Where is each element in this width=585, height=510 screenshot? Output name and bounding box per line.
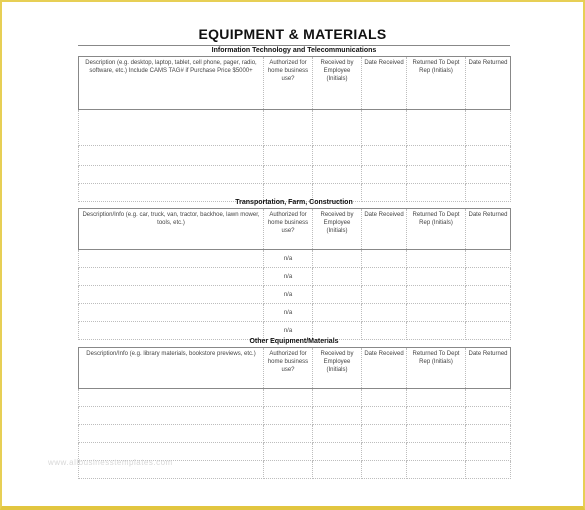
date-received-cell[interactable]	[362, 268, 407, 286]
date-received-cell[interactable]	[362, 304, 407, 322]
authorized-cell[interactable]: n/a	[264, 322, 313, 340]
authorized-cell[interactable]	[264, 146, 313, 166]
table-row	[79, 407, 511, 425]
returned-to-header: Returned To Dept Rep (Initials)	[407, 209, 466, 250]
description-header: Description (e.g. desktop, laptop, tablet, cell phone, pager, radio, software, etc.) Include CAMS TAG# if Purchase Price $5000+	[79, 57, 264, 110]
received-cell[interactable]	[313, 146, 362, 166]
date-returned-cell[interactable]	[466, 407, 511, 425]
returned-to-header: Returned To Dept Rep (Initials)	[407, 57, 466, 110]
returned-to-header: Returned To Dept Rep (Initials)	[407, 348, 466, 389]
description-cell[interactable]	[79, 286, 264, 304]
returned-to-cell[interactable]	[407, 286, 466, 304]
date-received-cell[interactable]	[362, 425, 407, 443]
received-cell[interactable]	[313, 322, 362, 340]
date-received-cell[interactable]	[362, 322, 407, 340]
authorized-cell[interactable]	[264, 443, 313, 461]
date-returned-cell[interactable]	[466, 110, 511, 146]
description-header: Description/Info (e.g. car, truck, van, tractor, backhoe, lawn mower, tools, etc.)	[79, 209, 264, 250]
description-cell[interactable]	[79, 166, 264, 184]
authorized-cell[interactable]	[264, 461, 313, 479]
date-received-cell[interactable]	[362, 250, 407, 268]
received-cell[interactable]	[313, 166, 362, 184]
transportation-table	[78, 208, 511, 340]
date-received-cell[interactable]	[362, 286, 407, 304]
date-returned-cell[interactable]	[466, 286, 511, 304]
description-cell[interactable]	[79, 322, 264, 340]
table-row	[79, 146, 511, 166]
authorized-cell[interactable]: n/a	[264, 268, 313, 286]
description-header: Description/Info (e.g. library materials, bookstore previews, etc.)	[79, 348, 264, 389]
description-cell[interactable]	[79, 389, 264, 407]
authorized-cell[interactable]: n/a	[264, 250, 313, 268]
date-returned-header: Date Returned	[466, 348, 511, 389]
authorized-cell[interactable]	[264, 110, 313, 146]
date-returned-cell[interactable]	[466, 250, 511, 268]
authorized-header: Authorized for home business use?	[264, 348, 313, 389]
date-returned-cell[interactable]	[466, 425, 511, 443]
returned-to-cell[interactable]	[407, 443, 466, 461]
date-received-cell[interactable]	[362, 166, 407, 184]
returned-to-cell[interactable]	[407, 304, 466, 322]
date-returned-header: Date Returned	[466, 57, 511, 110]
date-returned-cell[interactable]	[466, 304, 511, 322]
received-cell[interactable]	[313, 268, 362, 286]
returned-to-cell[interactable]	[407, 425, 466, 443]
received-cell[interactable]	[313, 461, 362, 479]
table-row	[79, 425, 511, 443]
section-title-transportation: Transportation, Farm, Construction	[235, 199, 353, 206]
date-received-cell[interactable]	[362, 443, 407, 461]
date-received-cell[interactable]	[362, 146, 407, 166]
returned-to-cell[interactable]	[407, 166, 466, 184]
watermark: www.allbusinesstemplates.com	[48, 458, 173, 467]
table-row	[79, 389, 511, 407]
received-header: Received by Employee (Initials)	[313, 57, 362, 110]
returned-to-cell[interactable]	[407, 146, 466, 166]
section-title-other: Other Equipment/Materials	[249, 338, 339, 345]
table-row	[79, 286, 511, 304]
date-returned-cell[interactable]	[466, 268, 511, 286]
returned-to-cell[interactable]	[407, 110, 466, 146]
date-returned-cell[interactable]	[466, 443, 511, 461]
authorized-cell[interactable]	[264, 407, 313, 425]
authorized-cell[interactable]	[264, 389, 313, 407]
authorized-cell[interactable]: n/a	[264, 304, 313, 322]
description-cell[interactable]	[79, 250, 264, 268]
table-header-row	[79, 57, 511, 110]
date-returned-cell[interactable]	[466, 146, 511, 166]
received-cell[interactable]	[313, 389, 362, 407]
date-received-cell[interactable]	[362, 389, 407, 407]
description-cell[interactable]	[79, 425, 264, 443]
section-divider	[78, 45, 510, 46]
table-row	[79, 304, 511, 322]
returned-to-cell[interactable]	[407, 250, 466, 268]
received-header: Received by Employee (Initials)	[313, 209, 362, 250]
date-returned-cell[interactable]	[466, 166, 511, 184]
page-title: EQUIPMENT & MATERIALS	[198, 26, 387, 42]
authorized-cell[interactable]	[264, 425, 313, 443]
returned-to-cell[interactable]	[407, 407, 466, 425]
authorized-header: Authorized for home business use?	[264, 209, 313, 250]
date-received-header: Date Received	[362, 209, 407, 250]
received-header: Received by Employee (Initials)	[313, 348, 362, 389]
authorized-cell[interactable]	[264, 166, 313, 184]
description-cell[interactable]	[79, 304, 264, 322]
date-returned-cell[interactable]	[466, 389, 511, 407]
received-cell[interactable]	[313, 304, 362, 322]
returned-to-cell[interactable]	[407, 268, 466, 286]
returned-to-cell[interactable]	[407, 389, 466, 407]
table-header-row	[79, 348, 511, 389]
table-row	[79, 250, 511, 268]
date-received-cell[interactable]	[362, 461, 407, 479]
received-cell[interactable]	[313, 425, 362, 443]
description-cell[interactable]	[79, 268, 264, 286]
received-cell[interactable]	[313, 250, 362, 268]
date-returned-cell[interactable]	[466, 461, 511, 479]
date-returned-header: Date Returned	[466, 209, 511, 250]
received-cell[interactable]	[313, 110, 362, 146]
received-cell[interactable]	[313, 286, 362, 304]
returned-to-cell[interactable]	[407, 322, 466, 340]
table-row	[79, 322, 511, 340]
it-equipment-table	[78, 56, 511, 202]
description-cell[interactable]	[79, 146, 264, 166]
date-received-header: Date Received	[362, 348, 407, 389]
date-received-cell[interactable]	[362, 407, 407, 425]
date-returned-cell[interactable]	[466, 322, 511, 340]
date-received-cell[interactable]	[362, 110, 407, 146]
table-row	[79, 268, 511, 286]
table-header-row	[79, 209, 511, 250]
table-row	[79, 110, 511, 146]
description-cell[interactable]	[79, 110, 264, 146]
date-received-header: Date Received	[362, 57, 407, 110]
authorized-header: Authorized for home business use?	[264, 57, 313, 110]
authorized-cell[interactable]: n/a	[264, 286, 313, 304]
section-title-it: Information Technology and Telecommunications	[211, 47, 377, 54]
received-cell[interactable]	[313, 407, 362, 425]
returned-to-cell[interactable]	[407, 461, 466, 479]
received-cell[interactable]	[313, 443, 362, 461]
description-cell[interactable]	[79, 407, 264, 425]
table-row	[79, 166, 511, 184]
